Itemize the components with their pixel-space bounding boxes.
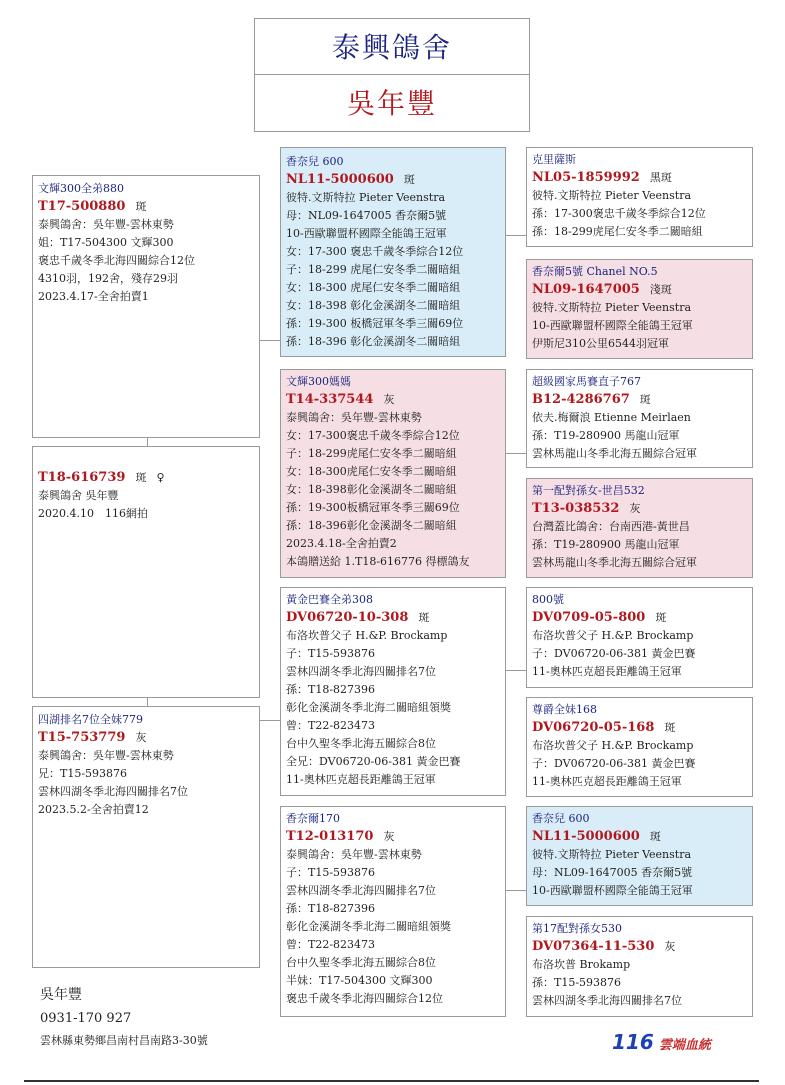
ddd-card (526, 916, 753, 1017)
card-title: 文輝300全弟880 (38, 182, 124, 195)
card-line: 孫：T15-593876 (532, 976, 622, 989)
card-line: 11-奧林匹克超長距離鴿王冠軍 (286, 773, 436, 786)
card-line: 10-西歐聯盟杯國際全能鴿王冠軍 (532, 319, 693, 332)
card-line: 孫：18-396 彰化金溪湖冬二關暗組 (286, 335, 461, 348)
card-line: 女：18-398 彰化金溪湖冬二關暗組 (286, 299, 461, 312)
card-title: 第17配對孫女530 (532, 922, 622, 935)
feather-color: 斑 (664, 721, 676, 734)
card-line: 雲林馬龍山冬季北海五關綜合冠軍 (532, 447, 697, 460)
card-line: 女：18-398彰化金溪湖冬二關暗組 (286, 483, 457, 496)
card-line: 曾：T22-823473 (286, 719, 376, 732)
connector (505, 670, 526, 671)
card-line: 女：18-300 虎尾仁安冬季二關暗組 (286, 281, 461, 294)
card-line: 泰興鴿舍：吳年豐-雲林東勢 (286, 848, 422, 861)
feather-color: 斑 (403, 173, 415, 186)
sire-dam-card (280, 369, 506, 578)
ring-number: T15-753779 (38, 730, 126, 745)
card-line: 依夫.梅爾浪 Etienne Meirlaen (532, 411, 691, 424)
card-line: 母：NL09-1647005 香奈爾5號 (532, 866, 693, 879)
feather-color: 灰 (383, 830, 395, 843)
feather-color: 淺斑 (649, 283, 672, 296)
card-line: 女：17-300 褒忠千歲冬季綜合12位 (286, 245, 464, 258)
ssd-card (526, 259, 753, 359)
ring-number-row (286, 171, 500, 189)
dds-card (526, 806, 753, 906)
card-line: 子：T15-593876 (286, 647, 376, 660)
subject-card (32, 446, 260, 698)
card-line: 孫：18-299虎尾仁安冬季二關暗組 (532, 225, 703, 238)
ring-number-row (532, 938, 747, 956)
feather-color: 黑斑 (649, 171, 672, 184)
card-line: 台中久聖冬季北海五關綜合8位 (286, 737, 436, 750)
ring-number-row (532, 719, 747, 737)
card-line: 彼特.文斯特拉 Pieter Veenstra (532, 301, 692, 314)
card-line: 彰化金溪湖冬季北海二關暗組領獎 (286, 920, 451, 933)
ring-number-row (532, 609, 747, 627)
ring-number-row (532, 828, 747, 846)
card-line: 孫：T18-827396 (286, 683, 376, 696)
ring-number-row (286, 828, 500, 846)
card-line: 孫：19-300 板橋冠軍冬季三關69位 (286, 317, 464, 330)
ring-number: NL11-5000600 (286, 172, 394, 187)
feather-color: 斑 (135, 200, 147, 213)
logo-text: 雲端血統 (658, 1038, 711, 1053)
card-line: 曾：T22-823473 (286, 938, 376, 951)
card-title: 800號 (532, 593, 564, 606)
owner-name-box (254, 74, 530, 132)
loft-name: 泰興鴿舍 (331, 31, 452, 64)
ring-number: NL11-5000600 (532, 829, 640, 844)
card-title: 第一配對孫女-世昌532 (532, 484, 645, 497)
feather-color: 斑 (418, 611, 430, 624)
card-line: 彼特.文斯特拉 Pieter Veenstra (532, 848, 692, 861)
dam-dam-card (280, 806, 506, 1017)
card-title: 香奈兒 600 (532, 812, 590, 825)
card-line: 子：DV06720-06-381 黃金巴賽 (532, 647, 696, 660)
contact-block (40, 984, 208, 1050)
card-line: 彼特.文斯特拉 Pieter Veenstra (286, 191, 446, 204)
dam-sire-card (280, 587, 506, 796)
card-line: 雲林四湖冬季北海四關排名7位 (532, 994, 682, 1007)
card-line: 布洛坎普 Brokamp (532, 958, 631, 971)
card-line: 泰興鴿舍 吳年豐 (38, 489, 119, 502)
card-line: 2023.5.2-全舍拍賣12 (38, 803, 149, 816)
card-line: 布洛坎普父子 H.&P. Brockamp (286, 629, 448, 642)
card-line: 2023.4.17-全舍拍賣1 (38, 290, 149, 303)
card-line: 台中久聖冬季北海五關綜合8位 (286, 956, 436, 969)
logo-number: 116 (612, 1030, 654, 1054)
ring-number: B12-4286767 (532, 392, 630, 407)
connector (259, 720, 280, 721)
contact-phone: 0931-170 927 (40, 1011, 132, 1026)
sex-symbol: ♀ (156, 471, 165, 484)
ring-number: T12-013170 (286, 829, 374, 844)
connector (147, 697, 148, 706)
ring-number: T18-616739 (38, 470, 126, 485)
card-line: 母：NL09-1647005 香奈爾5號 (286, 209, 447, 222)
owner-name: 吳年豐 (346, 87, 437, 120)
ring-number-row (286, 609, 500, 627)
ring-number: DV07364-11-530 (532, 939, 655, 954)
card-title: 尊爵全妹168 (532, 703, 597, 716)
site-logo (612, 1030, 711, 1054)
card-line: 兄：T15-593876 (38, 767, 128, 780)
card-line: 姐：T17-504300 文輝300 (38, 236, 174, 249)
card-line: 11-奧林匹克超長距離鴿王冠軍 (532, 665, 682, 678)
loft-name-box (254, 18, 530, 75)
feather-color: 灰 (135, 731, 147, 744)
card-line: 泰興鴿舍：吳年豐-雲林東勢 (38, 218, 174, 231)
ring-number-row (532, 500, 747, 518)
card-line: 2020.4.10 116網拍 (38, 507, 148, 520)
card-title: 黃金巴賽全弟308 (286, 593, 373, 606)
card-line: 雲林四湖冬季北海四關排名7位 (286, 884, 436, 897)
card-line: 伊斯尼310公里6544羽冠軍 (532, 337, 669, 350)
card-title: 文輝300媽媽 (286, 375, 351, 388)
card-line: 布洛坎普父子 H.&P. Brockamp (532, 739, 694, 752)
card-line: 孫：17-300褒忠千歲冬季綜合12位 (532, 207, 706, 220)
sdd-card (526, 478, 753, 578)
ring-number: NL05-1859992 (532, 170, 640, 185)
ring-number: NL09-1647005 (532, 282, 640, 297)
contact-name: 吳年豐 (40, 987, 82, 1003)
card-title: 超級國家馬賽直子767 (532, 375, 641, 388)
feather-color: 灰 (383, 393, 395, 406)
card-line: 台灣蓋比鴿舍：台南西港-黃世昌 (532, 520, 690, 533)
sire-card (32, 175, 260, 438)
feather-color: 斑 (135, 471, 147, 484)
card-line: 10-西歐聯盟杯國際全能鴿王冠軍 (532, 884, 693, 897)
ring-number-row (38, 729, 254, 747)
card-line: 子：18-299 虎尾仁安冬季二關暗組 (286, 263, 461, 276)
card-line: 泰興鴿舍：吳年豐-雲林東勢 (38, 749, 174, 762)
card-line: 半妹：T17-504300 文輝300 (286, 974, 433, 987)
card-line: 本鴿贈送給 1.T18-616776 得標鴿友 (286, 555, 470, 568)
ring-number-row (286, 391, 500, 409)
connector (505, 453, 526, 454)
connector (259, 340, 280, 341)
ring-number-row (532, 281, 747, 299)
card-line: 孫：T18-827396 (286, 902, 376, 915)
bottom-divider (24, 1080, 759, 1082)
card-line: 11-奧林匹克超長距離鴿王冠軍 (532, 775, 682, 788)
card-title: 香奈爾170 (286, 812, 340, 825)
ring-number: T14-337544 (286, 392, 374, 407)
ring-number: T13-038532 (532, 501, 620, 516)
card-line: 女：18-300虎尾仁安冬季二關暗組 (286, 465, 457, 478)
card-line: 子：T15-593876 (286, 866, 376, 879)
card-line: 孫：19-300板橋冠軍冬季三關69位 (286, 501, 460, 514)
card-line: 彰化金溪湖冬季北海二關暗組領獎 (286, 701, 451, 714)
ring-number: DV06720-05-168 (532, 720, 655, 735)
card-line: 孫：T19-280900 馬龍山冠軍 (532, 429, 680, 442)
card-line: 雲林四湖冬季北海四關排名7位 (38, 785, 188, 798)
sss-card (526, 147, 753, 247)
card-line: 孫：T19-280900 馬龍山冠軍 (532, 538, 680, 551)
contact-address: 雲林縣東勢鄉昌南村昌南路3-30號 (40, 1034, 208, 1047)
card-line: 孫：18-396彰化金溪湖冬二關暗組 (286, 519, 457, 532)
sire-sire-card (280, 147, 506, 357)
card-line: 10-西歐聯盟杯國際全能鴿王冠軍 (286, 227, 447, 240)
card-line: 雲林四湖冬季北海四關排名7位 (286, 665, 436, 678)
card-line: 泰興鴿舍：吳年豐-雲林東勢 (286, 411, 422, 424)
card-line: 子：18-299虎尾仁安冬季二關暗組 (286, 447, 457, 460)
card-line: 布洛坎普父子 H.&P. Brockamp (532, 629, 694, 642)
card-line: 彼特.文斯特拉 Pieter Veenstra (532, 189, 692, 202)
card-line: 褒忠千歲冬季北海四關綜合12位 (38, 254, 195, 267)
card-line: 4310羽，192舍，殘存29羽 (38, 272, 178, 285)
feather-color: 斑 (639, 393, 651, 406)
card-title: 四湖排名7位全妹779 (38, 713, 143, 726)
feather-color: 灰 (664, 940, 676, 953)
card-line: 子：DV06720-06-381 黃金巴賽 (532, 757, 696, 770)
connector (505, 235, 526, 236)
ring-number: DV0709-05-800 (532, 610, 646, 625)
dss-card (526, 587, 753, 688)
ring-number-row (38, 469, 254, 487)
ring-number-row (532, 391, 747, 409)
feather-color: 灰 (629, 502, 641, 515)
dam-card (32, 706, 260, 968)
ring-number: DV06720-10-308 (286, 610, 409, 625)
dsd-card (526, 697, 753, 797)
ring-number-row (38, 198, 254, 216)
card-line: 褒忠千歲冬季北海四關綜合12位 (286, 992, 443, 1005)
card-line: 雲林馬龍山冬季北海五關綜合冠軍 (532, 556, 697, 569)
feather-color: 斑 (649, 830, 661, 843)
connector (505, 890, 526, 891)
card-title: 香奈兒 600 (286, 155, 344, 168)
feather-color: 斑 (655, 611, 667, 624)
card-title: 克里薩斯 (532, 153, 576, 166)
ring-number-row (532, 169, 747, 187)
card-line: 女：17-300褒忠千歲冬季綜合12位 (286, 429, 460, 442)
sds-card (526, 369, 753, 468)
ring-number: T17-500880 (38, 199, 126, 214)
card-title: 香奈爾5號 Chanel NO.5 (532, 265, 658, 278)
card-line: 2023.4.18-全舍拍賣2 (286, 537, 397, 550)
card-line: 全兄：DV06720-06-381 黃金巴賽 (286, 755, 461, 768)
